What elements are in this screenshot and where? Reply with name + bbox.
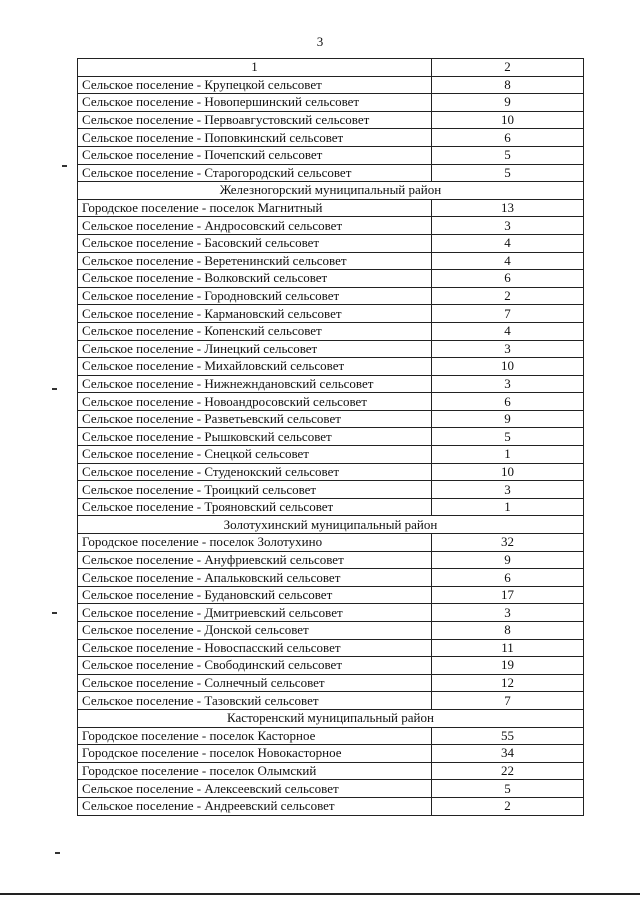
table-row <box>78 94 584 112</box>
settlement-name: Сельское поселение - Линецкий сельсовет <box>78 340 432 358</box>
table-row <box>78 375 584 393</box>
settlement-name: Городское поселение - поселок Олымский <box>78 762 432 780</box>
settlement-name: Сельское поселение - Веретенинский сельсовет <box>78 252 432 270</box>
table-header-row <box>78 59 584 77</box>
settlement-name: Сельское поселение - Новопершинский сельсовет <box>78 94 432 112</box>
table-row <box>78 428 584 446</box>
table-row <box>78 551 584 569</box>
settlement-name: Сельское поселение - Солнечный сельсовет <box>78 674 432 692</box>
settlement-value: 13 <box>432 199 584 217</box>
settlement-name: Сельское поселение - Басовский сельсовет <box>78 234 432 252</box>
settlement-name: Сельское поселение - Троицкий сельсовет <box>78 481 432 499</box>
settlement-name: Сельское поселение - Снецкой сельсовет <box>78 446 432 464</box>
table-row <box>78 146 584 164</box>
settlement-name: Сельское поселение - Михайловский сельсовет <box>78 358 432 376</box>
table-row <box>78 604 584 622</box>
table-row <box>78 234 584 252</box>
settlement-value: 3 <box>432 340 584 358</box>
settlement-value: 3 <box>432 481 584 499</box>
table-row <box>78 305 584 323</box>
table-row <box>78 199 584 217</box>
settlement-value: 5 <box>432 146 584 164</box>
settlement-value: 4 <box>432 234 584 252</box>
settlement-value: 7 <box>432 692 584 710</box>
table-row <box>78 446 584 464</box>
settlement-name: Сельское поселение - Алексеевский сельсовет <box>78 780 432 798</box>
district-heading: Железногорский муниципальный район <box>78 182 584 200</box>
table-row <box>78 481 584 499</box>
settlement-value: 3 <box>432 217 584 235</box>
settlement-name: Сельское поселение - Поповкинский сельсовет <box>78 129 432 147</box>
settlement-name: Сельское поселение - Крупецкой сельсовет <box>78 76 432 94</box>
settlement-value: 12 <box>432 674 584 692</box>
page-bottom-rule <box>0 893 640 895</box>
table-row <box>78 340 584 358</box>
table-row <box>78 569 584 587</box>
settlement-name: Сельское поселение - Свободинский сельсовет <box>78 657 432 675</box>
settlement-value: 55 <box>432 727 584 745</box>
table-row <box>78 657 584 675</box>
settlement-name: Сельское поселение - Старогородский сельсовет <box>78 164 432 182</box>
district-heading-row <box>78 516 584 534</box>
table-row <box>78 270 584 288</box>
margin-mark <box>52 388 57 390</box>
settlement-name: Сельское поселение - Копенский сельсовет <box>78 322 432 340</box>
table-row <box>78 164 584 182</box>
settlement-name: Сельское поселение - Ануфриевский сельсовет <box>78 551 432 569</box>
settlement-name: Сельское поселение - Трояновский сельсовет <box>78 498 432 516</box>
table-row <box>78 727 584 745</box>
settlement-name: Сельское поселение - Тазовский сельсовет <box>78 692 432 710</box>
settlement-value: 2 <box>432 797 584 815</box>
column-header-1: 1 <box>78 59 432 77</box>
settlement-value: 5 <box>432 428 584 446</box>
table-row <box>78 622 584 640</box>
settlement-name: Сельское поселение - Волковский сельсовет <box>78 270 432 288</box>
settlement-value: 9 <box>432 551 584 569</box>
settlement-name: Сельское поселение - Новоандросовский сельсовет <box>78 393 432 411</box>
settlement-name: Сельское поселение - Кармановский сельсовет <box>78 305 432 323</box>
settlement-name: Городское поселение - поселок Касторное <box>78 727 432 745</box>
settlement-name: Сельское поселение - Апальковский сельсовет <box>78 569 432 587</box>
margin-mark <box>55 852 60 854</box>
district-heading: Касторенский муниципальный район <box>78 709 584 727</box>
settlement-name: Сельское поселение - Рышковский сельсовет <box>78 428 432 446</box>
table-row <box>78 76 584 94</box>
table-row <box>78 745 584 763</box>
settlement-value: 10 <box>432 111 584 129</box>
table-row <box>78 780 584 798</box>
settlement-value: 10 <box>432 358 584 376</box>
settlement-name: Сельское поселение - Донской сельсовет <box>78 622 432 640</box>
settlement-value: 1 <box>432 498 584 516</box>
settlement-value: 6 <box>432 569 584 587</box>
settlement-value: 3 <box>432 604 584 622</box>
margin-mark <box>52 612 57 614</box>
table-row <box>78 410 584 428</box>
table-row <box>78 586 584 604</box>
settlement-value: 9 <box>432 410 584 428</box>
table-row <box>78 287 584 305</box>
settlement-value: 10 <box>432 463 584 481</box>
district-heading: Золотухинский муниципальный район <box>78 516 584 534</box>
settlement-name: Сельское поселение - Разветьевский сельсовет <box>78 410 432 428</box>
table-row <box>78 393 584 411</box>
table-row <box>78 322 584 340</box>
settlement-value: 6 <box>432 270 584 288</box>
settlement-value: 4 <box>432 252 584 270</box>
settlement-name: Сельское поселение - Андросовский сельсовет <box>78 217 432 235</box>
district-heading-row <box>78 182 584 200</box>
settlement-name: Сельское поселение - Студенокский сельсовет <box>78 463 432 481</box>
settlement-value: 22 <box>432 762 584 780</box>
table-row <box>78 534 584 552</box>
table-row <box>78 674 584 692</box>
settlements-table <box>77 58 584 816</box>
table-row <box>78 217 584 235</box>
table-row <box>78 358 584 376</box>
table-row <box>78 498 584 516</box>
settlement-name: Сельское поселение - Будановский сельсовет <box>78 586 432 604</box>
settlement-value: 8 <box>432 76 584 94</box>
page-number: 3 <box>316 34 324 49</box>
column-header-2: 2 <box>432 59 584 77</box>
table-row <box>78 111 584 129</box>
table-row <box>78 639 584 657</box>
settlement-value: 5 <box>432 780 584 798</box>
settlement-value: 3 <box>432 375 584 393</box>
settlement-name: Сельское поселение - Первоавгустовский сельсовет <box>78 111 432 129</box>
settlement-value: 34 <box>432 745 584 763</box>
settlement-name: Сельское поселение - Городновский сельсовет <box>78 287 432 305</box>
settlement-value: 11 <box>432 639 584 657</box>
settlement-value: 8 <box>432 622 584 640</box>
settlement-value: 9 <box>432 94 584 112</box>
table-row <box>78 762 584 780</box>
table-row <box>78 463 584 481</box>
settlement-name: Сельское поселение - Новоспасский сельсовет <box>78 639 432 657</box>
settlement-name: Сельское поселение - Дмитриевский сельсовет <box>78 604 432 622</box>
settlement-value: 5 <box>432 164 584 182</box>
settlement-name: Сельское поселение - Почепский сельсовет <box>78 146 432 164</box>
settlement-value: 17 <box>432 586 584 604</box>
settlement-value: 2 <box>432 287 584 305</box>
settlement-name: Городское поселение - поселок Новокасторное <box>78 745 432 763</box>
settlement-name: Городское поселение - поселок Золотухино <box>78 534 432 552</box>
table-row <box>78 797 584 815</box>
settlement-name: Сельское поселение - Нижнежндановский сельсовет <box>78 375 432 393</box>
table-row <box>78 129 584 147</box>
settlement-value: 19 <box>432 657 584 675</box>
district-heading-row <box>78 709 584 727</box>
settlement-name: Сельское поселение - Андреевский сельсовет <box>78 797 432 815</box>
settlement-value: 6 <box>432 393 584 411</box>
settlement-value: 32 <box>432 534 584 552</box>
settlement-value: 1 <box>432 446 584 464</box>
table-row <box>78 252 584 270</box>
settlement-name: Городское поселение - поселок Магнитный <box>78 199 432 217</box>
settlement-value: 4 <box>432 322 584 340</box>
settlement-value: 6 <box>432 129 584 147</box>
settlement-value: 7 <box>432 305 584 323</box>
table-row <box>78 692 584 710</box>
margin-mark <box>62 165 67 167</box>
